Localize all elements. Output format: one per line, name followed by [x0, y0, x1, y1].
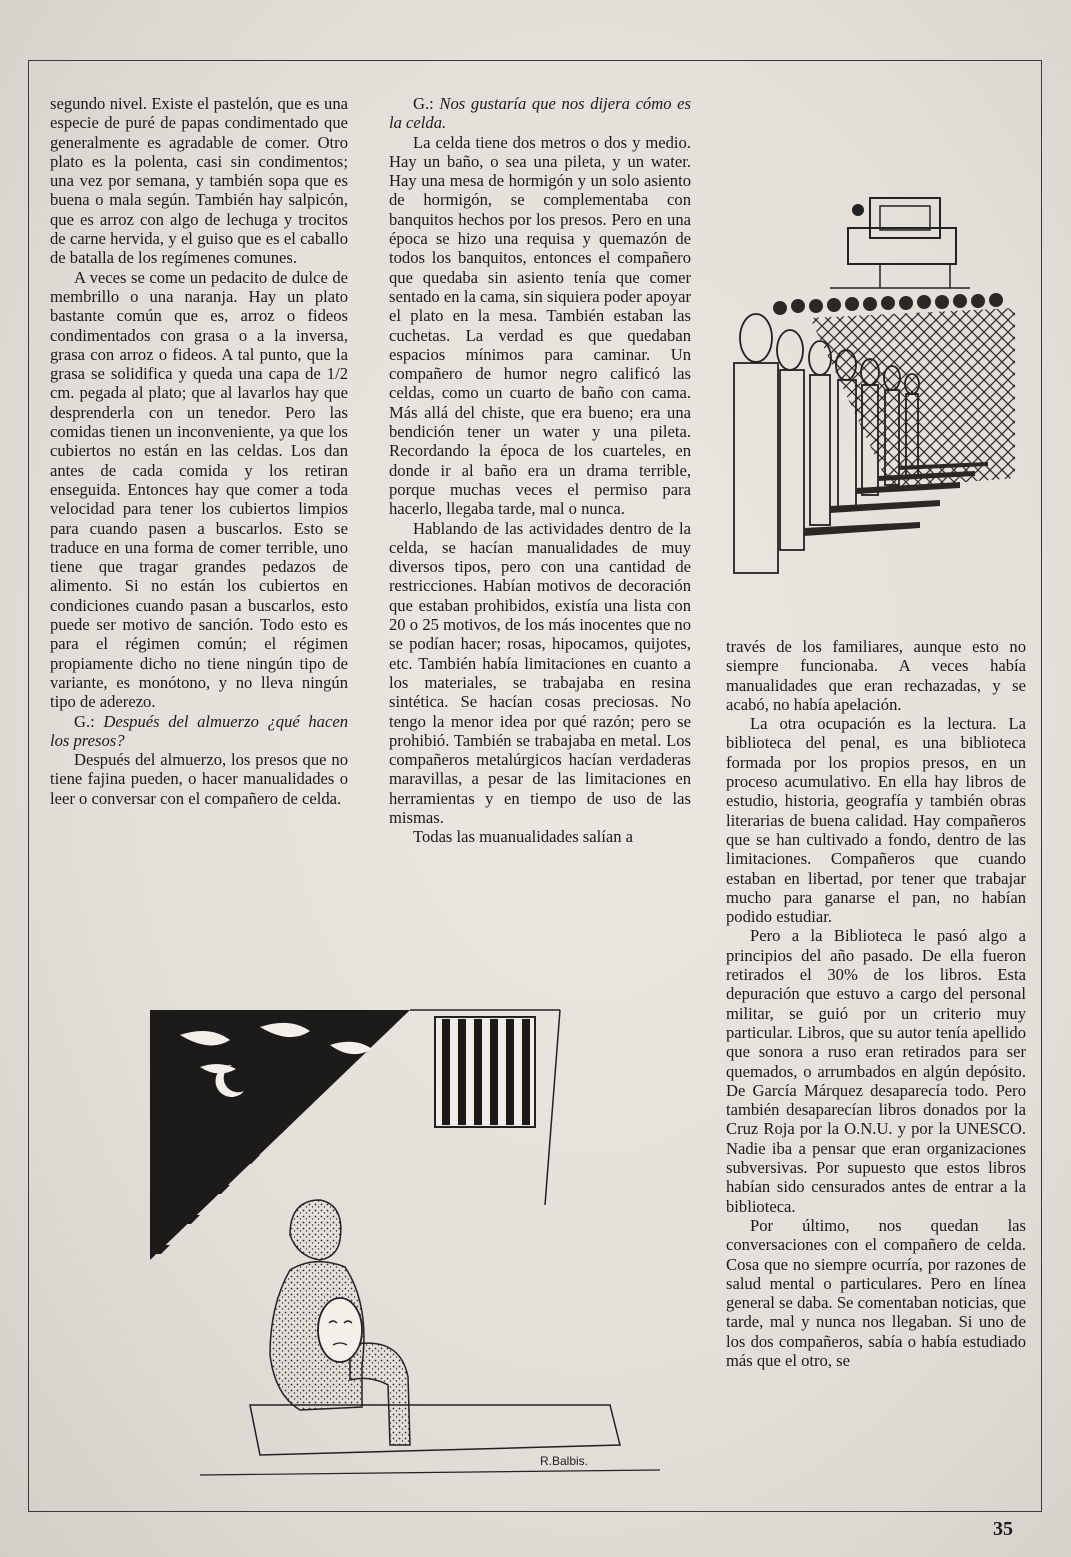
page-number: 35: [993, 1518, 1013, 1540]
prisoners-line-illustration: [720, 188, 1020, 588]
text-column-3: [726, 637, 1026, 1370]
interview-question: [389, 94, 691, 133]
paragraph: Por último, nos quedan las conversaciones con el compañero de celda. Cosa que no siempre ocurría, por razones de salud mental o particulares. Pero en línea general se daba. Se comentaban noticias, que tarde, mal y nunca nos llegaban. Si uno de los dos compañeros, sabía o había estudiado más que el otro, se: [726, 1215, 1026, 1370]
paragraph: Todas las muanualidades salían a: [413, 827, 634, 847]
question-label: G.:: [413, 94, 440, 113]
paragraph: Hablando de las actividades dentro de la celda, se hacían manualidades de muy diversos tipos, pero con una cantidad de restricciones. Habían motivos de decoración que estaban prohibidos, existía una lista con 20 o 25 motivos, de los más inocentes que no se podían hacer; rosas, hipocamos, quijotes, etc. También había limitaciones en cuanto a los materiales, se trabajaba en resina sintética. Se hacían cosas preciosas. No tengo la menor idea por qué razón; pero se prohibió. También se trabajaba en metal. Los compañeros metalúrgicos hacían verdaderas maravillas, a pesar de las limitaciones en herramientas y en tiempo de uso de las mismas.: [389, 518, 691, 827]
paragraph: Después del almuerzo, los presos que no tiene fajina pueden, o hacer manualidades o leer o conversar con el compañero de celda.: [50, 750, 348, 808]
paragraph: A veces se come un pedacito de dulce de membrillo o una naranja. Hay un plato bastante común que es, arroz o fideos condimentados con grasa o a la inversa, grasa con arroz o fideos. A tal punto, que la grasa se solidifica y queda una capa de 1/2 cm. pegada al plato; que al lavarlos hay que desprenderla con un tenedor. Pero las comidas tienen un inconveniente, ya que los cubiertos no están en las celdas. Los dan antes de cada comida y los retiran enseguida. Entonces hay que comer a toda velocidad para tener los cubiertos limpios para cuando pasen a buscarlos. Esto se traduce en una forma de comer terrible, uno tiene que tragar grandes pedazos de alimento. Si no están los cubiertos en condiciones cuando pasan a buscarlos, esto puede ser motivo de sanción. Todo esto es para el régimen común; el régimen propiamente dicho no tiene ningún tipo de variante, es monótono, y no lleva ningún tipo de aderezo.: [50, 267, 348, 712]
illustration-signature: R.Balbis.: [540, 1454, 589, 1468]
text-column-1: [50, 94, 348, 808]
interview-question: [50, 712, 348, 751]
paragraph: La celda tiene dos metros o dos y medio. Hay un baño, o sea una pileta, y un water. Hay una mesa de hormigón y un solo asiento de hormigón, se complementaba con banquitos hechos por los presos. Pero en una época se hizo una requisa y quemazón de todos los banquitos, entonces el compañero que quedaba sin asiento tenía que comer sentado en la cama, sin siquiera poder apoyar el plato en la mesa. También estaban las cuchetas. La verdad es que quedaban espacios mínimos para caminar. Un compañero de humor negro calificó las celdas, como un cuarto de baño con cama. Más allá del chiste, que era bueno; era una bendición tener un water y una pileta. Recordando la época de los cuarteles, en donde ir al baño era un drama terrible, porque muchas veces el permiso para hacerlo, llegaba tarde, mal o nunca.: [389, 132, 691, 519]
question-label: G.:: [74, 711, 104, 731]
question-text: Después del almuerzo ¿qué hacen los presos?: [50, 711, 349, 750]
question-text: Nos gustaría que nos dijera cómo es la celda.: [389, 94, 692, 133]
text-column-2: [389, 94, 691, 847]
paragraph: través de los familiares, aunque esto no siempre funcionaba. A veces había manualidades que eran rechazadas, y se acabó, no había apelación.: [726, 637, 1026, 714]
paragraph: segundo nivel. Existe el pastelón, que es una especie de puré de papas condimentado que generalmente es agradable de comer. Otro plato es la polenta, casi sin condimentos; una vez por semana, y también sopa que es buena o mala según. También hay salpicón, que es arroz con algo de lechuga y trocitos de carne hervida, y el guiso que es el caballo de batalla de los regímenes comunes.: [50, 94, 348, 268]
paragraph: La otra ocupación es la lectura. La biblioteca del penal, es una biblioteca formada por los propios presos, en un proceso acumulativo. En ella hay libros de estudio, historia, geografía y también obras literarias de buena calidad. Hay compañeros que se han cultivado a fondo, dentro de las limitaciones. Compañeros que cuando estaban en libertad, por tener que trabajar mucho para ganarse el pan, no habían podido estudiar.: [726, 714, 1026, 927]
prisoner-with-mask-illustration: [140, 1005, 700, 1485]
paragraph: Pero a la Biblioteca le pasó algo a principios del año pasado. De ella fueron retirados el 30% de los libros. Esta depuración que estuvo a cargo del personal militar, se guió por un criterio muy particular. Libros, que su autor tenía apellido que sonora a ruso eran retirados para ser quemados, o arrumbados en algún depósito. De García Márquez desaparecía todo. Pero también desaparecían libros donados por la Cruz Roja por la O.N.U. y por la UNESCO. Nadie iba a pensar que eran organizaciones subversivas. Por supuesto que estos libros habían sido censurados antes de entrar a la biblioteca.: [726, 926, 1026, 1216]
